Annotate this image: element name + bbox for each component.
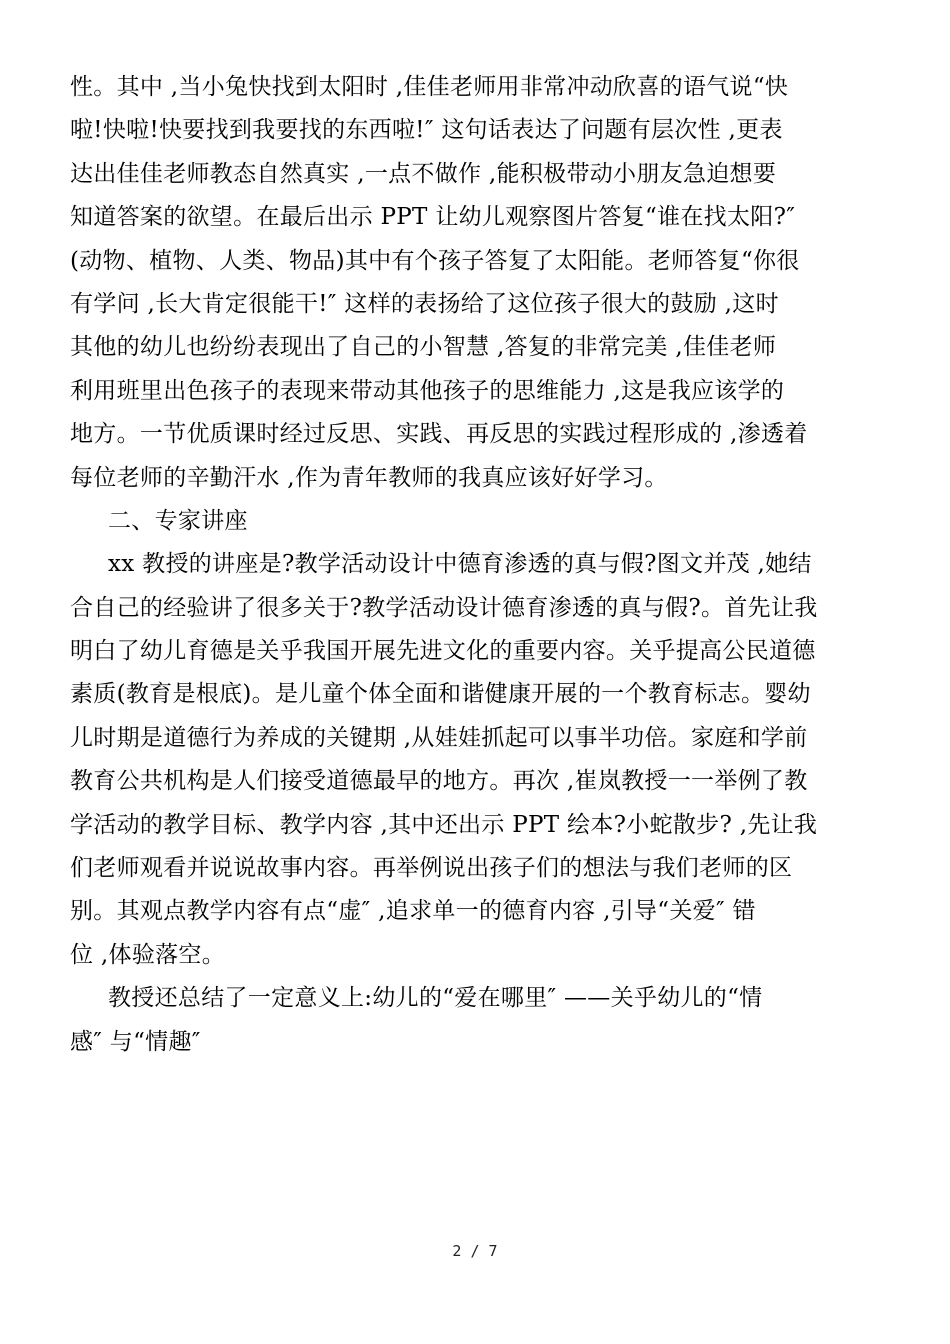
text-line: 素质(教育是根底)。是儿童个体全面和谐健康开展的一个教育标志。婴幼	[70, 681, 811, 708]
text-line: 明白了幼儿育德是关乎我国开展先进文化的重要内容。关乎提高公民道德	[70, 638, 816, 665]
body-text	[70, 66, 882, 1064]
text-line: 其他的幼儿也纷纷表现出了自己的小智慧 ,答复的非常完美 ,佳佳老师	[70, 334, 777, 361]
text-line: 有学问 ,长大肯定很能干!″ 这样的表扬给了这位孩子很大的鼓励 ,这时	[70, 290, 779, 317]
text-line: 利用班里出色孩子的表现来带动其他孩子的思维能力 ,这是我应该学的	[70, 377, 785, 404]
text-line: 性。其中 ,当小兔快找到太阳时 ,佳佳老师用非常冲动欣喜的语气说“快	[70, 74, 789, 100]
text-line: 学活动的教学目标、教学内容 ,其中还出示 PPT 绘本?小蛇散步? ,先让我	[70, 811, 818, 838]
section-heading: 二、专家讲座	[108, 507, 248, 534]
text-line: 每位老师的辛勤汗水 ,作为青年教师的我真应该好好学习。	[70, 464, 668, 491]
text-line: 感″ 与“情趣″	[70, 1028, 201, 1055]
text-line: 们老师观看并说说故事内容。再举例说出孩子们的想法与我们老师的区	[70, 855, 793, 882]
page-number: 2 / 7	[452, 1242, 498, 1260]
text-line: 别。其观点教学内容有点“虚″ ,追求单一的德育内容 ,引导“关爱″ 错	[70, 898, 756, 925]
text-line: 教授还总结了一定意义上:幼儿的“爱在哪里″ ——关乎幼儿的“情	[108, 985, 763, 1012]
text-line: 位 ,体验落空。	[70, 941, 226, 968]
text-line: 合自己的经验讲了很多关于?教学活动设计德育渗透的真与假?。首先让我	[70, 594, 818, 621]
text-line: xx 教授的讲座是?教学活动设计中德育渗透的真与假?图文并茂 ,她结	[108, 551, 812, 578]
text-line: 达出佳佳老师教态自然真实 ,一点不做作 ,能积极带动小朋友急迫想要	[70, 160, 777, 187]
text-line: (动物、植物、人类、物品)其中有个孩子答复了太阳能。老师答复“你很	[70, 247, 800, 274]
text-line: 儿时期是道德行为养成的关键期 ,从娃娃抓起可以事半功倍。家庭和学前	[70, 724, 808, 751]
text-line: 教育公共机构是人们接受道德最早的地方。再次 ,崔岚教授一一举例了教	[70, 768, 808, 795]
text-line: 知道答案的欲望。在最后出示 PPT 让幼儿观察图片答复“谁在找太阳?″	[70, 204, 796, 231]
text-line: 地方。一节优质课时经过反思、实践、再反思的实践过程形成的 ,渗透着	[70, 421, 808, 448]
text-line: 啦!快啦!快要找到我要找的东西啦!″ 这句话表达了问题有层次性 ,更表	[70, 117, 783, 144]
